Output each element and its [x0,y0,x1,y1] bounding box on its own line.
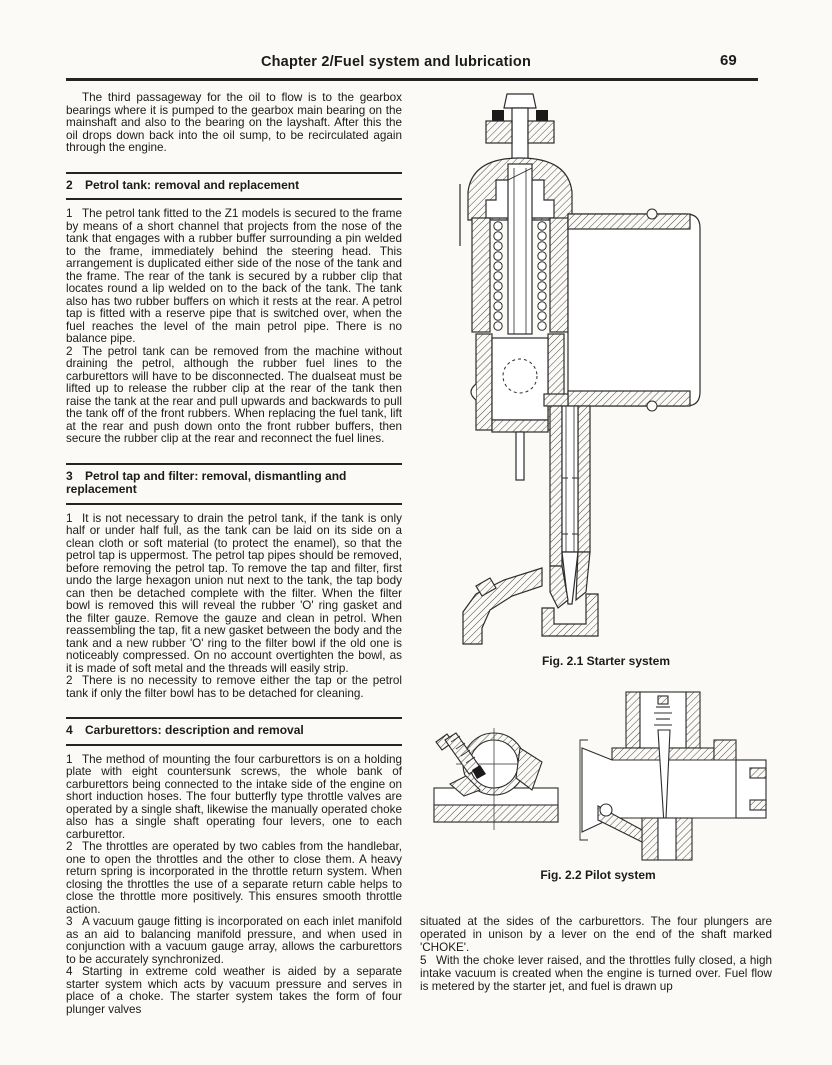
pilot-system-drawing [420,690,776,862]
paragraph-number: 1 [66,207,73,220]
paragraph-text: With the choke lever raised, and the throttles fully closed, a high intake vacuum is created when the engine is turned over. Fuel flow is metered by the starter jet, and fuel is drawn up [420,953,772,993]
section-number: 3 [66,468,73,483]
paragraph [66,754,402,842]
figure-caption: Fig. 2.2 Pilot system [540,868,656,882]
figure-caption: Fig. 2.1 Starter system [541,654,671,668]
paragraph [420,955,772,994]
paragraph-text: Starting in extreme cold weather is aided by a separate starter system which acts by vacuum pressure and serves in place of a choke. The starter system takes the form of four plunger valves [66,965,402,1016]
paragraph-number: 3 [66,915,73,928]
section-title: Petrol tank: removal and replacement [85,177,300,192]
paragraph-text: The petrol tank can be removed from the machine without draining the petrol, although the rubber fuel lines to the carburettors will have to be disconnected. The dualseat must be lifted up to release the rubber clip at the rear of the tank then raise the tank at the rear and pull upwards and backwards to pull the tank off of the front rubbers. When replacing the fuel tank, lift at the rear and push down onto the front rubber buffers, then secure the rubber clip at the rear and reconnect the fuel lines. [66,344,402,445]
figure-pilot-system [420,690,776,882]
section-number: 2 [66,177,73,192]
paragraph-continuation: situated at the sides of the carburettors. The four plungers are operated in unison by a lever on the end of the shaft marked 'CHOKE'. [420,915,772,954]
right-column-text [420,916,772,993]
paragraph-text: A vacuum gauge fitting is incorporated on each inlet manifold as an aid to balancing manifold pressure, and when used in conjunction with a vacuum gauge array, allows the carburettors to be accurately synchronized. [66,915,402,966]
starter-system-drawing [446,88,766,648]
paragraph-number: 4 [66,965,73,978]
page-title: Chapter 2/Fuel system and lubrication [260,54,532,70]
right-column [420,88,776,993]
paragraph-number: 1 [66,511,73,525]
paragraph-number: 5 [420,953,427,967]
paragraph-number: 2 [66,674,73,687]
paragraph [66,346,402,446]
paragraph [66,841,402,916]
paragraph-number: 1 [66,752,73,766]
intro-paragraph: The third passageway for the oil to flow is to the gearbox bearings where it is pumped to the gearbox main bearing on the mainshaft and also to the bearing on the layshaft. After this the oil drops down back into the oil sump, to be recirculated again through the engine. [66,91,402,154]
paragraph [66,966,402,1016]
figure-starter-system [446,88,766,668]
section-title: Petrol tap and filter: removal, dismantling and replacement [66,468,347,496]
paragraph-text: The petrol tank fitted to the Z1 models is secured to the frame by means of a short channel that projects from the nose of the tank that engages with a rubber buffer surrounding a pin welded to the frame, immediately behind the steering head. This arrangement is duplicated either side of the nose of the tank and the frame. The rear of the tank is secured by a rubber clip that locates round a lip welded on to the back of the tank. The tank also has two rubber buffers on which it rests at the rear. A petrol tap is fitted with a reserve pipe that is switched over, when the fuel reaches the level of the main petrol pipe. There is no balance pipe. [66,207,402,345]
header-rule [66,78,758,81]
paragraph-text: The method of mounting the four carburettors is on a holding plate with eight countersunk screws, the whole bank of carburettors being connected to the intake side of the engine on short induction hoses. The four butterfly type throttle valves are operated by a single shaft, likewise the manually operated choke also has a single shaft operating four levers, one to each carburettor. [66,752,402,841]
paragraph-text: The throttles are operated by two cables from the handlebar, one to open the throttles and the other to close them. A heavy return spring is incorporated in the throttle return system. When closing the throttles the use of a separate return cable helps to close the throttle more positively. This ensures smooth throttle action. [66,840,402,916]
page-number: 69 [720,52,737,69]
paragraph [66,513,402,676]
left-column [66,92,402,1016]
paragraph [66,675,402,700]
section-heading-petrol-tap-filter [66,463,402,505]
section-number: 4 [66,723,73,737]
paragraph [66,208,402,346]
paragraph-text: There is no necessity to remove either the tap or the petrol tank if only the filter bowl has to be detached for cleaning. [66,674,402,700]
paragraph [66,916,402,966]
section-title: Carburettors: description and removal [85,723,304,737]
section-heading-carburettors [66,717,402,746]
paragraph-number: 2 [66,840,73,853]
paragraph-number: 2 [66,344,73,358]
paragraph-text: It is not necessary to drain the petrol tank, if the tank is only half or under half full, as the tank can be laid on its side on a clean cloth or soft material (to protect the enamel), so that the petrol tap is uppermost. The petrol tap pipes should be removed, before removing the petrol tap. To remove the tap and filter, first undo the large hexagon union nut next to the tank, the tap body can then be detached complete with the filter. When the filter bowl is removed this will reveal the rubber 'O' ring gasket and the filter gauze. Remove the gauze and clean in petrol. When reassembling the tap, fit a new gasket between the body and the tank and a new rubber 'O' ring to the filter bowl if the old one is noticeably compressed. On no account overtighten the bowl, as it is made of soft metal and the threads will easily strip. [66,511,402,675]
section-heading-petrol-tank [66,172,402,201]
